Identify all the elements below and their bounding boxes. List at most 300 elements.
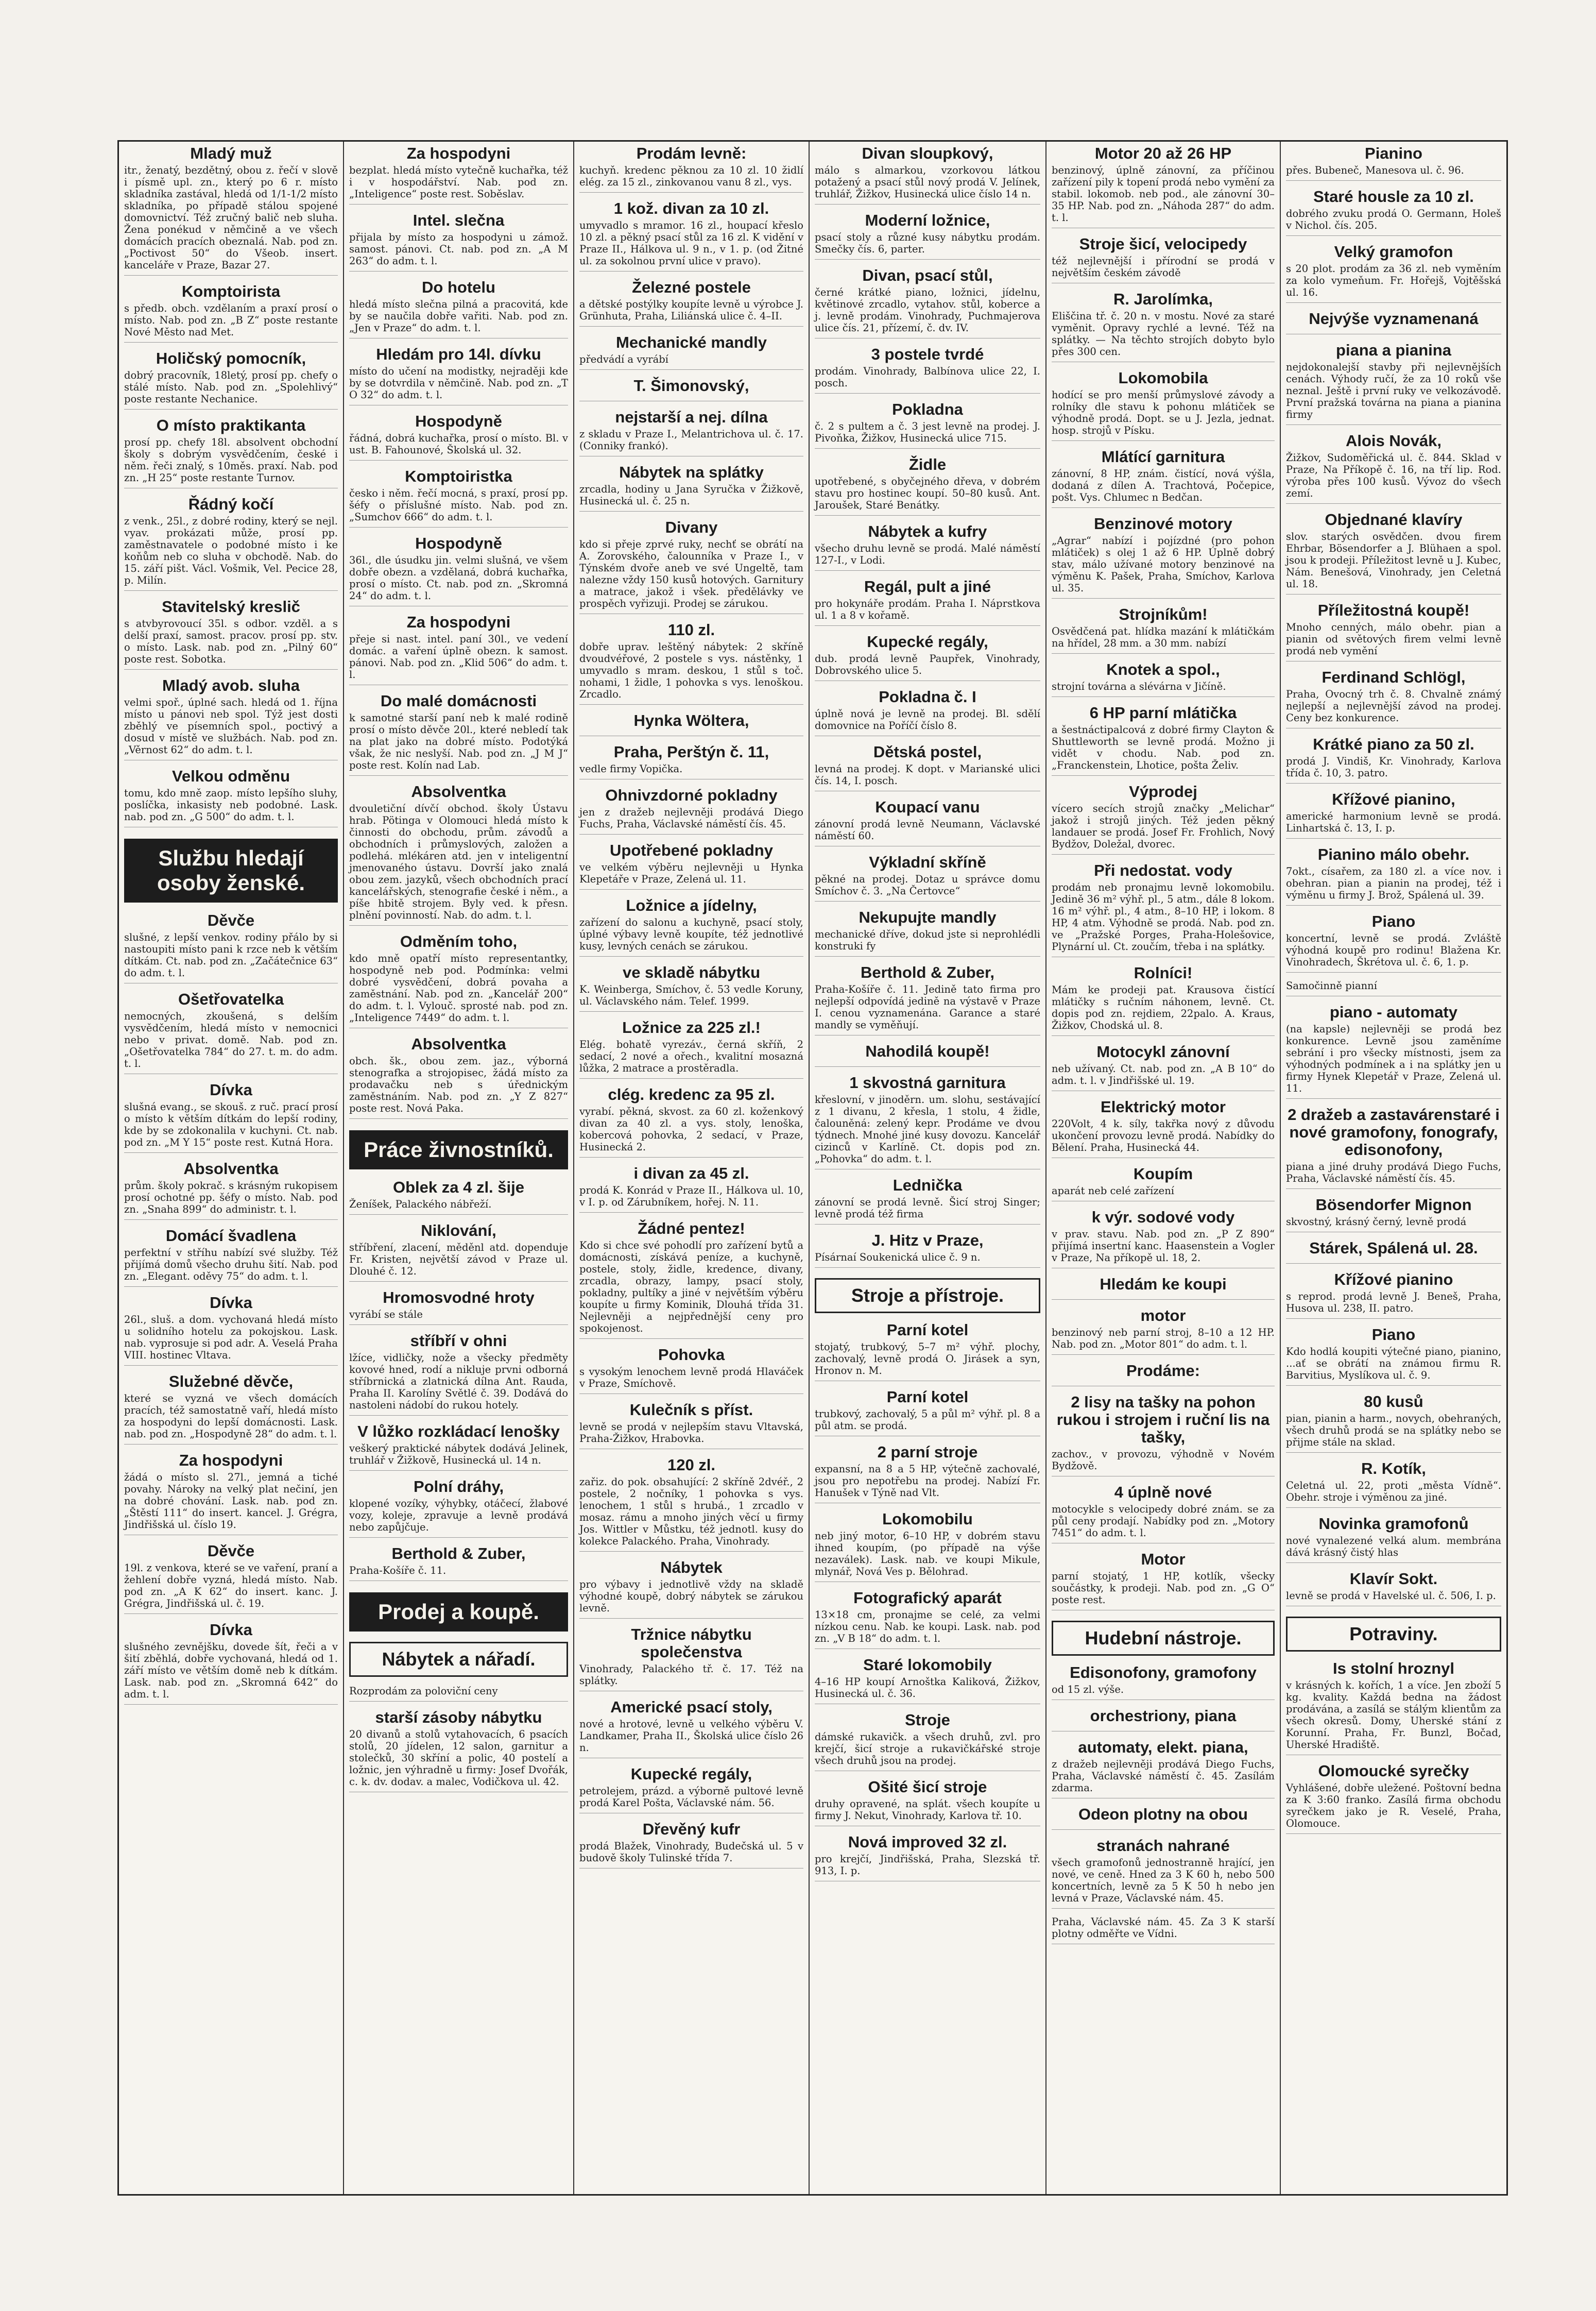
classified-ad	[1286, 1239, 1501, 1264]
ad-heading: Motocykl zánovní	[1096, 1043, 1230, 1061]
ad-heading: Praha, Perštýn č. 11,	[613, 743, 769, 761]
ad-heading: Motor	[1141, 1550, 1186, 1568]
ad-heading: stříbří v ohni	[410, 1332, 507, 1350]
ad-text: Eliščina tř. č. 20 n. v mostu. Nové za staré vyměnit. Opravy rychlé a levné. Též na splátky. — Na těchto strojích dobyto bylo přes 300 cen.	[1052, 310, 1275, 358]
ad-text: klopené vozíky, výhybky, otáčecí, žlabové vozy, koleje, zpravuje a levně prodává nebo zapůjčuje.	[349, 1498, 568, 1533]
ad-text: přijala by místo za hospodyni u zámož. samost. pánovi. Ct. nab. pod zn. „A M 263“ do adm. t. l.	[349, 231, 568, 267]
ad-text: slušné, z lepší venkov. rodiny přálo by si nastoupiti místo pani k rzce neb k větším dítkám. Ct. nab. pod zn. „Začátečnice 63“ do adm. t. l.	[124, 931, 338, 979]
ad-heading: Ložnice za 225 zl.!	[622, 1018, 761, 1036]
ad-heading: Koupací vanu	[875, 798, 980, 816]
ad-text: Kdo hodlá koupiti výtečné piano, pianino, ...ať se obrátí na známou firmu R. Barvitius, Myslíkova ul. č. 9.	[1286, 1346, 1501, 1381]
ad-text: velmi spoř., úplné sach. hledá od 1. října místo u pánovi neb spol. Týž jest dosti zběhlý ve písemních spol., poctivý a dosud v místě ve službách. Nab. pod zn. „Věrnost 62“ do adm. t. l.	[124, 696, 338, 756]
ad-text: petrolejem, prázd. a výborně pultové levně prodá Karel Pošta, Václavské nám. 56.	[579, 1785, 803, 1809]
ad-text: též nejlevnější i přírodní se prodá v největším českém závodě	[1052, 255, 1275, 279]
ad-heading: Pokladna	[892, 400, 963, 418]
classified-ad	[815, 1177, 1040, 1225]
classified-ad	[124, 1160, 338, 1220]
ad-text: dobrý pracovník, 18letý, prosí pp. chefy o stálé místo. Nab. pod zn. „Spolehlivý“ poste restante Nechanice.	[124, 369, 338, 405]
ad-heading: Polní dráhy,	[413, 1477, 504, 1496]
ad-heading: Hledám ke koupi	[1100, 1275, 1227, 1293]
ad-text: vedle firmy Vopička.	[579, 763, 683, 775]
classified-ad	[124, 283, 338, 343]
classified-ad	[1286, 980, 1501, 996]
ad-text: psací stoly a různé kusy nábytku prodám. Smečky čís. 6, parter.	[815, 231, 1040, 255]
ad-heading: Komptoiristka	[405, 467, 512, 485]
ad-text: bezplat. hledá místo vytečně kuchařka, též i v hospodářství. Nab. pod zn. „Inteligence“ poste rest. Soběslav.	[349, 164, 568, 200]
section-banner: Práce živnostníků.	[349, 1130, 568, 1169]
ad-text: a šestnáctipalcová z dobré firmy Clayton & Shuttleworth se levně prodá. Možno ji vidět v chodu. Nab. pod zn. „Franckenstein, Lhotice, pošta Želiv.	[1052, 724, 1275, 771]
ad-heading: Ohnivzdorné pokladny	[605, 786, 778, 804]
classified-ad	[579, 621, 803, 705]
ad-text: stříbření, zlacení, měděnl atd. dopenduje Fr. Kristen, největší závod v Praze ul. Dlouhé č. 12.	[349, 1242, 568, 1277]
classified-ad	[815, 1510, 1040, 1582]
ad-text: „Agrar“ nabízí i pojízdné (pro pohon mlátiček) s olej 1 až 6 HP. Úplně dobrý stav, málo užívané motory benzinové na výměnu K. Pašek, Praha, Smíchov, Karlova ul. 35.	[1052, 535, 1275, 594]
ad-heading: Absolventka	[411, 783, 506, 801]
ad-text: Samočinně pianní	[1286, 980, 1377, 992]
ad-text: nové a hrotové, levně u velkého výběru V. Landkamer, Praha II., Školská ulice číslo 26 n.	[579, 1718, 803, 1754]
classified-ad	[1286, 1106, 1501, 1189]
ad-heading: Při nedostat. vody	[1094, 861, 1232, 879]
ad-heading: Olomoucké syrečky	[1318, 1762, 1469, 1780]
classified-ad	[815, 854, 1040, 902]
classified-ad	[579, 743, 803, 779]
ad-heading: Nábytek	[660, 1558, 723, 1576]
classified-ad	[349, 1709, 568, 1792]
ad-text: Ženíšek, Palackého nábřeží.	[349, 1198, 492, 1210]
ad-heading: Hledám pro 14l. dívku	[376, 345, 541, 363]
classified-ad	[579, 1456, 803, 1552]
ad-text: přes. Bubeneč, Manesova ul. č. 96.	[1286, 164, 1464, 176]
ad-text: prodá K. Konrád v Praze II., Hálkova ul. 10, v I. p. od Zárubníkem, hořej. N. 11.	[579, 1184, 803, 1208]
ad-heading: Ošetřovatelka	[178, 990, 284, 1008]
ad-heading: Absolventka	[411, 1035, 506, 1053]
ad-text: vyrábí se stále	[349, 1309, 423, 1320]
classified-ad	[1052, 291, 1275, 362]
ad-text: Vyhlášené, dobře uležené. Poštovní bedna za K 3:60 franko. Zasílá firma obchodu syrečkem jako je R. Veselé, Praha, Olomouce.	[1286, 1782, 1501, 1829]
classified-ad	[1052, 1307, 1275, 1355]
ad-heading: Piano	[1371, 912, 1416, 930]
ad-text: dobře uprav. leštěný nábytek: 2 skříně dvoudvéřové, 2 postele s vys. nástěnky, 1 umyvadlo s mram. deskou, 1 stůl s toč. nohami, 1 židle, 1 pohovka s vys. lenoškou. Zrcadlo.	[579, 641, 803, 700]
classified-ad	[349, 1332, 568, 1416]
ad-heading: Do malé domácnosti	[380, 692, 537, 710]
classified-ad	[579, 1019, 803, 1079]
ad-text: pro výbavy i jednotlivě vždy na skladě výhodné koupě, dobrý nábytek se zárukou levně.	[579, 1578, 803, 1614]
ad-heading: Objednané klavíry	[1325, 511, 1463, 529]
ad-heading: Berthold & Zuber,	[391, 1544, 526, 1562]
column-6	[1281, 142, 1506, 2194]
classified-ad	[579, 1698, 803, 1758]
classified-ad	[1286, 736, 1501, 784]
classified-ad	[1052, 1362, 1275, 1386]
ad-heading: Stroje	[905, 1711, 950, 1729]
ad-heading: Kupecké regály,	[867, 633, 988, 651]
ad-text: z dražeb nejlevněji prodává Diego Fuchs, Praha, Václavské náměstí č. 45. Zasílám zdarma.	[1052, 1758, 1275, 1794]
ad-heading: 2 lisy na tašky na pohon rukou i strojem i ruční lis na tašky,	[1056, 1393, 1270, 1446]
ad-text: neb užívaný. Ct. nab. pod zn. „A B 10“ do adm. t. l. v Jindřišské ul. 19.	[1052, 1063, 1275, 1086]
classified-ad	[124, 768, 338, 827]
ad-heading: Lokomobila	[1118, 369, 1208, 387]
ad-heading: Odměním toho,	[400, 932, 518, 950]
classified-ad	[579, 964, 803, 1012]
ad-text: koncertní, levně se prodá. Zvláště výhodná koupě pro rodinu! Blažena Kr. Vinohradech, Škrétova ul. č. 6, 1. p.	[1286, 932, 1501, 968]
classified-ad	[579, 377, 803, 401]
ad-text: Osvědčená pat. hlídka mazání k mlátičkám na hřídel, 28 mm. a 30 mm. nabízí	[1052, 625, 1275, 649]
ad-text: místo do učení na modistky, nejraději kde by se dotvrdila v němčině. Nab. pod zn. „T O 32“ do adm. t. l.	[349, 365, 568, 401]
ad-text: piana a jiné druhy prodává Diego Fuchs, Praha, Václavské náměstí čís. 45.	[1286, 1161, 1501, 1184]
ad-text: kdo mně opatří místo representantky, hospodyně neb pod. Podmínka: velmi dobré vysvědčení, dobrá povaha a zaměstnání. Nab. pod zn. „Kancelář 200“ do adm. t. l. Vylouč. sprosté nab. pod zn. „Inteligence 7449“ do adm. t. l.	[349, 953, 568, 1024]
classified-ad	[1052, 1551, 1275, 1610]
ad-heading: Židle	[908, 455, 947, 473]
ad-heading: Velký gramofon	[1334, 243, 1453, 261]
classified-ad	[1286, 1326, 1501, 1386]
ad-text: křeslovní, v jinoděrn. um. slohu, sestávající z 1 divanu, 2 křesla, 1 stolu, 4 židle, čalouněná: zelený kepr. Prodáme ve dvou týdnech. Mnohé jiné kusy dovozu. Kancelář cizinců v Karlíně. Ct. dopis pod zn. „Pohovka“ do adm. t. l.	[815, 1094, 1040, 1165]
ad-text: levně se prodá v Havelské ul. č. 506, I. p.	[1286, 1590, 1496, 1602]
classified-ad	[1286, 243, 1501, 303]
ad-text: s vysokým lenochem levně prodá Hlaváček v Praze, Smíchově.	[579, 1366, 803, 1389]
ad-heading: Novinka gramofonů	[1318, 1515, 1469, 1533]
ad-text: prodám. Vinohrady, Balbínova ulice 22, I. posch.	[815, 365, 1040, 389]
ad-heading: Pianino málo obehr.	[1317, 845, 1470, 863]
classified-ad	[124, 417, 338, 488]
ad-text: nemocných, zkoušená, s delším vysvědčením, hledá místo v nemocnici nebo v privat. domě. Nab. pod zn. „Ošetřovatelka 784“ do 27. t. m. do adm. t. l.	[124, 1010, 338, 1069]
ad-heading: R. Jarolímka,	[1113, 290, 1213, 308]
classified-ad	[124, 1452, 338, 1535]
ad-heading: i divan za 45 zl.	[633, 1164, 749, 1182]
ad-text: pro hokynáře prodám. Praha I. Náprstkova ul. 1 a 8 v kořamě.	[815, 598, 1040, 621]
ad-heading: V lůžko rozkládací lenošky	[357, 1422, 560, 1440]
ad-text: Žižkov, Sudoměřická ul. č. 844. Sklad v Praze, Na Příkopě č. 16, na tří lip. Rod. výroba přes 100 kusů. Vývoz do všech zemí.	[1286, 452, 1501, 499]
ad-heading: Velkou odměnu	[171, 767, 290, 785]
classified-ad	[349, 535, 568, 606]
ad-heading: Dřevěný kufr	[642, 1820, 741, 1838]
ad-text: č. 2 s pultem a č. 3 jest levně na prodej. J. Pivoňka, Žižkov, Husinecká ulice 715.	[815, 420, 1040, 444]
ad-heading: 4 úplně nové	[1114, 1483, 1212, 1501]
ad-text: vyrabí. pěkná, skvost. za 60 zl. koženkový divan za 40 zl. a vys. stoly, lenoška, kobercová pohovka, 2 sedací, v Praze, Husinecká 2.	[579, 1106, 803, 1153]
ad-heading: piana a pianina	[1336, 341, 1451, 359]
classified-ad	[1052, 704, 1275, 776]
classified-ad	[815, 1321, 1040, 1381]
column-4	[810, 142, 1046, 2194]
ad-heading: Za hospodyni	[179, 1451, 283, 1469]
classified-ad	[124, 1227, 338, 1287]
ad-text: Mnoho cenných, málo obehr. pian a pianin od světových firem velmi levně prodá neb vymění	[1286, 621, 1501, 657]
ad-heading: Stárek, Spálená ul. 28.	[1309, 1239, 1478, 1257]
ad-text: veškerý praktické nábytek dodává Jelinek, truhlář v Žižkově, Husinecká ul. 14 n.	[349, 1442, 568, 1466]
ad-text: upotřebené, s obyčejného dřeva, v dobrém stavu pro hostinec koupí. 50–80 kusů. Ant. Jaroušek, Staré Benátky.	[815, 475, 1040, 511]
ad-heading: Nábytek na splátky	[619, 463, 764, 481]
ad-heading: Hromosvodné hroty	[383, 1288, 535, 1306]
ad-heading: Mladý muž	[190, 144, 272, 162]
ad-text: Mám ke prodeji pat. Krausova čistící mlátičky s ručním náhonem, levně. Ct. dopis pod zn. rejdiem, 22palo. A. Kraus, Žižkov, Chodská ul. 8.	[1052, 984, 1275, 1031]
classified-ad	[815, 1589, 1040, 1649]
ad-text: nejdokonalejší stavby při nejlevnějších cenách. Výhody ručí, že za 10 roků vše neznal. Ještě i první ruky ve velkozávodě. První pražská továrna na piana a pianina firmy	[1286, 361, 1501, 420]
ad-text: Písárnaí Soukenická ulice č. 9 n.	[815, 1251, 981, 1263]
ad-text: zachov., v provozu, výhodně v Novém Bydžově.	[1052, 1448, 1275, 1472]
ad-text: Vinohrady, Palackého tř. č. 17. Též na splátky.	[579, 1663, 803, 1687]
classified-ad	[1052, 1664, 1275, 1700]
ad-text: z venk., 25l., z dobré rodiny, který se nejl. vyav. prokázati může, prosí pp. zaměstnavatele o podobné místo i ke koňům neb co sluha v obchodě. Nab. do 15. září pišt. Václ. Vošmik, Vel. Pecice 28, p. Milín.	[124, 515, 338, 586]
classified-ad	[1052, 1209, 1275, 1268]
classified-ad	[815, 633, 1040, 681]
ad-text: 13×18 cm, pronajme se celé, za velmi nízkou cenu. Nab. ke koupi. Lask. nab. pod zn. „V B 18“ do adm. t. l.	[815, 1609, 1040, 1644]
ad-text: k samotné starší paní neb k malé rodině prosí o místo děvče 20l., které nebledí tak na plat jako na dobré místo. Podotýká však, že nic neslyší. Nab. pod zn. „J M J“ poste rest. Kolín nad Lab.	[349, 712, 568, 771]
column-2	[344, 142, 574, 2194]
classified-ad	[1052, 235, 1275, 283]
classified-ad	[1052, 1739, 1275, 1798]
ad-text: zrcadla, hodiny u Jana Syručka v Žižkově, Husinecká ul. č. 25 n.	[579, 483, 803, 507]
section-heading: Stroje a přístroje.	[815, 1278, 1040, 1313]
ad-heading: Regál, pult a jiné	[864, 577, 991, 596]
ad-heading: 1 skvostná garnitura	[849, 1074, 1006, 1092]
classified-ad	[349, 212, 568, 271]
classified-ad	[815, 346, 1040, 394]
classified-ad	[1052, 964, 1275, 1036]
ad-text: černé krátké piano, ložnici, jídelnu, květinové zrcadlo, vytahov. stůl, koberce a j. levně prodám. Vinohrady, Puchmajerova ulice čís. 21, přízemí, č. dv. IV.	[815, 286, 1040, 334]
classified-ad	[124, 991, 338, 1074]
ad-heading: Lednička	[893, 1176, 963, 1194]
ad-heading: Domácí švadlena	[165, 1227, 297, 1245]
ad-text: dobrého zvuku prodá O. Germann, Holeš v Nichol. čís. 205.	[1286, 208, 1501, 231]
classified-ad	[1286, 310, 1501, 334]
classified-ad	[579, 1165, 803, 1213]
ad-heading: Intel. slečna	[413, 211, 505, 229]
ad-heading: J. Hitz v Praze,	[871, 1231, 984, 1249]
section-heading: Nábytek a nářadí.	[349, 1642, 568, 1677]
ad-heading: Pianino	[1365, 144, 1422, 162]
section-banner: Službu hledají osoby ženské.	[124, 839, 338, 903]
section-heading: Hudební nástroje.	[1052, 1621, 1275, 1656]
classified-ad	[815, 1043, 1040, 1067]
ad-heading: 6 HP parní mlátička	[1089, 704, 1237, 722]
classified-ad	[349, 933, 568, 1028]
classified-ad	[1286, 511, 1501, 594]
classified-ad	[815, 145, 1040, 205]
ad-text: zánovní, 8 HP, znám. čistící, nová výšla, dodaná z dílen A. Trachtová, Počepice, pošt. Vys. Chlumec n Bedčan.	[1052, 468, 1275, 503]
classified-ad	[124, 598, 338, 670]
classified-ad	[124, 912, 338, 983]
classified-ad	[349, 468, 568, 528]
ad-text: vícero secích strojů značky „Melichar“ jakož i strojů jiných. Též jeden pěkný landauer se prodá. Josef Fr. Frohlich, Nový Bydžov, Doležal, dvorec.	[1052, 803, 1275, 850]
ad-heading: Stroje šicí, velocipedy	[1079, 235, 1247, 253]
ad-text: kuchyň. kredenc pěknou za 10 zl. 10 židlí elég. za 15 zl., zinkovanou vanu 8 zl., vys.	[579, 164, 803, 188]
classified-ad	[579, 464, 803, 512]
ad-heading: Ošité šicí stroje	[868, 1778, 987, 1796]
ad-heading: Služebné děvče,	[168, 1372, 294, 1390]
ad-heading: Strojníkům!	[1119, 605, 1208, 623]
ad-heading: Motor 20 až 26 HP	[1094, 144, 1232, 162]
classified-ad	[1286, 1393, 1501, 1453]
classified-ad	[579, 787, 803, 835]
classified-ad	[1286, 1515, 1501, 1563]
ad-text: 4–16 HP koupí Arnoštka Kaliková, Žižkov, Husinecká ul. č. 36.	[815, 1676, 1040, 1700]
ad-text: trubkový, zachovalý, 5 a půl m² výhř. pl. 8 a půl atm. se prodá.	[815, 1408, 1040, 1432]
classified-ad	[815, 1778, 1040, 1826]
classified-ad	[1286, 1271, 1501, 1319]
classified-ad	[815, 212, 1040, 260]
ad-heading: Komptoiristа	[181, 282, 281, 300]
section-heading: Potraviny.	[1286, 1617, 1501, 1652]
ad-heading: Ložnice a jídelny,	[626, 896, 757, 914]
classified-ad	[1286, 188, 1501, 236]
ad-text: v krásných k. kořích, 1 a více. Jen zboží 5 kg. kvality. Každá bedna na žádost prodávána, a zasílá se stálým klientům za všech okresů. Domy, Uherské stání z Korunní. Praha, Fr. Bunzl, Bočad, Uherské Hradiště.	[1286, 1679, 1501, 1751]
ad-heading: Do hotelu	[422, 278, 495, 296]
ad-heading: 80 kusů	[1364, 1392, 1423, 1411]
ad-text: s atvbyrovoucí 35l. s odbor. vzděl. a s delší praxí, samost. pracov. prosí pp. stv. o místo. Lask. nab. pod zn. „Pilný 60“ poste rest. Sobotka.	[124, 618, 338, 665]
classified-ad	[1286, 1460, 1501, 1508]
classified-ad	[579, 1346, 803, 1394]
classified-ad	[579, 279, 803, 327]
ad-heading: starší zásoby nábytku	[375, 1708, 542, 1726]
ad-heading: Křížové pianino,	[1332, 790, 1455, 808]
ad-heading: Tržnice nábytku společenstva	[631, 1625, 752, 1661]
ad-heading: O místo praktikanta	[156, 416, 306, 434]
ad-heading: Mechanické mandly	[616, 333, 767, 351]
ad-text: 36l., dle úsudku jin. velmi slušná, ve všem dobře obezn. a vzdělaná, dobrá kuchařka, prosí o místo. Ct. nab. pod zn. „Skromná 24“ do adm. t. l.	[349, 554, 568, 602]
ad-text: jen z dražeb nejlevněji prodává Diego Fuchs, Praha, Václavské náměstí čís. 45.	[579, 806, 803, 830]
ad-heading: Benzinové motory	[1094, 515, 1232, 533]
ad-text: ve velkém výběru nejlevněji u Hynka Klepetáře v Praze, Zelená ul. 11.	[579, 861, 803, 885]
ad-heading: Klavír Sokt.	[1349, 1570, 1438, 1588]
ad-text: aparát neb celé zařízení	[1052, 1185, 1174, 1197]
ad-text: mechanické dříve, dokud jste si neprohlédli konstruki fy	[815, 928, 1040, 952]
classified-ad	[1286, 1004, 1501, 1099]
ad-heading: clég. kredenc za 95 zl.	[608, 1085, 775, 1103]
classified-ad	[1052, 862, 1275, 957]
ad-heading: Lokomobilu	[882, 1510, 973, 1528]
classified-ad	[1286, 1660, 1501, 1755]
ad-heading: Absolventka	[183, 1160, 279, 1178]
classified-ad	[579, 145, 803, 193]
classified-ad	[815, 688, 1040, 736]
classified-ad	[1052, 1707, 1275, 1731]
column-5	[1046, 142, 1281, 2194]
ad-heading: Berthold & Zuber,	[860, 963, 995, 981]
ad-heading: Staré housle za 10 zl.	[1313, 188, 1474, 206]
ad-heading: Elektrický motor	[1101, 1098, 1226, 1116]
classified-ad	[815, 1074, 1040, 1169]
classified-ad	[349, 1179, 568, 1215]
ad-text: prodá Blažek, Vinohrady, Budečská ul. 5 v budově školy Tulinské třída 7.	[579, 1840, 803, 1864]
ad-heading: Nábytek a kufry	[868, 522, 987, 540]
ad-heading: Žádné pentez!	[638, 1219, 745, 1237]
ad-heading: 2 dražeb a zastavárenstaré i nové gramofony, fonografy, edisonofony,	[1288, 1106, 1500, 1159]
ad-heading: Divany	[665, 518, 718, 536]
ad-heading: Dětská postel,	[873, 743, 982, 761]
ad-heading: Hospodyně	[415, 534, 502, 552]
classified-ad	[1286, 1570, 1501, 1606]
ad-text: 20 divanů a stolů vytahovacích, 6 psacích stolů, 20 jídelen, 12 salon, garnitur a stolečků, 30 skříní a polic, 40 postelí a ložnic, jen výhradně u firmy: Josef Dvořák, c. k. dv. dodav. a malec, Vodičkova ul. 42.	[349, 1728, 568, 1788]
ad-heading: Pohovka	[658, 1346, 725, 1364]
ad-text: slušná evang., se skouš. z ruč. prací prosí o místo k větším dítkám do lepší rodiny, kde by se zdokonalila v kuchyni. Ct. nab. pod zn. „M Y 15“ poste rest. Kutná Hora.	[124, 1101, 338, 1148]
ad-text: benzinový, úplně zánovní, za příčinou zařízení pily k topení prodá nebo vymění za stabil. lokomob. neb pod., ale zánovní 30–35 HP. Nab. pod zn. „Náhoda 287“ do adm. t. l.	[1052, 164, 1275, 224]
ad-text: žádá o místo sl. 27l., jemná a tiché povahy. Nároky na velký plat nečiní, jen na dobré chování. Lask. nab. pod zn. „Štěstí 111“ do insert. kancel. J. Grégra, Jindřišská ul. číslo 19.	[124, 1471, 338, 1531]
ad-heading: Krátké piano za 50 zl.	[1313, 735, 1474, 753]
ad-heading: Divan sloupkový,	[862, 144, 993, 162]
ad-text: prodá J. Vindiš, Kr. Vinohrady, Karlova třída č. 10, 3. patro.	[1286, 755, 1501, 779]
classified-ad	[579, 1821, 803, 1868]
ad-text: levná na prodej. K dopt. v Marianské ulici čís. 14, I. posch.	[815, 763, 1040, 787]
classified-ad	[1286, 846, 1501, 906]
ad-text: a dětské postýlky koupíte levně u výrobce J. Grünhuta, Praha, Liliánská ulice č. 4–II.	[579, 298, 803, 322]
ad-heading: Piano	[1371, 1326, 1416, 1344]
ad-text: od 15 zl. výše.	[1052, 1684, 1124, 1695]
ad-heading: stranách nahrané	[1096, 1837, 1230, 1855]
ad-heading: R. Kotík,	[1361, 1459, 1426, 1477]
classified-ad	[1052, 1837, 1275, 1909]
classified-ad	[815, 964, 1040, 1035]
ad-heading: nejstarší a nej. dílna	[615, 408, 768, 426]
ad-heading: Stavitelský kreslič	[162, 598, 300, 616]
ad-text: strojní továrna a slévárna v Jičíně.	[1052, 681, 1226, 692]
ad-text: zánovní se prodá levně. Šicí stroj Singer; levně prodá též firma	[815, 1196, 1040, 1220]
ad-text: Praha, Václavské nám. 45. Za 3 K starší plotny odměřte ve Vídni.	[1052, 1916, 1275, 1940]
ad-text: z skladu v Praze I., Melantrichova ul. č. 17. (Conniky frankó).	[579, 428, 803, 452]
classified-ad	[579, 842, 803, 890]
classified-ad	[1052, 1043, 1275, 1091]
ad-heading: Hospodyně	[415, 412, 502, 430]
ad-heading: Americké psací stoly,	[610, 1698, 773, 1716]
ad-text: předvádí a vyrábí	[579, 353, 668, 365]
ad-heading: 2 parní stroje	[877, 1443, 978, 1461]
ad-text: Praha, Ovocný trh č. 8. Chvalně známý nejlepší a nejlevnější závod na prodej. Ceny bez konkurence.	[1286, 688, 1501, 724]
ad-heading: Dívka	[210, 1621, 252, 1639]
classified-ad	[349, 783, 568, 926]
classified-ad	[579, 1626, 803, 1691]
ad-heading: Prodáme:	[1126, 1362, 1200, 1380]
ad-text: prosí pp. chefy 18l. absolvent obchodní školy s dobrým vysvědčením, české i něm. řeči znalý, s 10měs. praxí. Nab. pod zn. „H 25“ poste restante Turnov.	[124, 436, 338, 484]
ad-text: slov. starých osvědčen. dvou firem Ehrbar, Bösendorfer a J. Blühaen a spol. jsou k prodeji. Příležitost levně u J. Kubec, Nám. Benešová, Vinohrady, jen Celetná ul. 18.	[1286, 531, 1501, 590]
ad-text: motocykle s velocipedy dobré znám. se za půl ceny prodají. Nabídky pod zn. „Motory 7451“ do adm. t. l.	[1052, 1503, 1275, 1539]
classified-ad	[124, 1373, 338, 1445]
ad-heading: Hynka Wöltera,	[633, 711, 749, 729]
classified-ad	[579, 519, 803, 614]
ad-heading: motor	[1140, 1306, 1186, 1324]
ad-text: česko i něm. řečí mocná, s praxí, prosí pp. šéfy o příslušné místo. Nab. pod zn. „Sumchov 666“ do adm. t. l.	[349, 487, 568, 523]
ad-heading: Edisonofony, gramofony	[1070, 1663, 1257, 1681]
classified-ad	[815, 456, 1040, 516]
ad-heading: Alois Novák,	[1345, 432, 1442, 450]
classified-ad	[1286, 145, 1501, 181]
ad-text: s reprod. prodá levně J. Beneš, Praha, Husova ul. 238, II. patro.	[1286, 1290, 1501, 1314]
classified-ad	[815, 1443, 1040, 1503]
ad-text: benzinový neb parní stroj, 8–10 a 12 HP. Nab. pod zn. „Motor 801“ do adm. t. l.	[1052, 1327, 1275, 1350]
classified-ad	[1286, 432, 1501, 504]
ad-text: hledá místo slečna pilná a pracovitá, kde by se naučila dobře vařiti. Nab. pod zn. „Jen v Praze“ do adm. t. l.	[349, 298, 568, 334]
classified-ad	[815, 401, 1040, 449]
classified-ad	[579, 200, 803, 271]
ad-heading: Parní kotel	[886, 1388, 969, 1406]
ad-heading: Rolníci!	[1134, 964, 1193, 982]
ad-text: pro krejčí, Jindřišská, Praha, Slezská tř. 913, I. p.	[815, 1853, 1040, 1877]
classified-ad	[1052, 1165, 1275, 1201]
column-3	[574, 142, 810, 2194]
classified-ad	[579, 1401, 803, 1449]
classified-ad	[1052, 1276, 1275, 1300]
ad-text: skvostný, krásný černý, levně prodá	[1286, 1216, 1467, 1228]
classified-ad	[1052, 661, 1275, 697]
ad-text: zařiz. do pok. obsahující: 2 skříně 2dvéř., 2 postele, 2 nočníky, 1 pohovka s vys. lenochem, 1 stůl s hrubá., 1 zrcadlo v mosaz. rámu a mnoho jiných věcí u firmy Jos. Wittler v Můstku, též jednotl. kusy do kolekce Palackého. Praha, Vinohrady.	[579, 1476, 803, 1547]
ad-heading: automaty, elekt. piana,	[1078, 1738, 1248, 1756]
classified-ad	[1286, 791, 1501, 839]
ad-text: stojatý, trubkový, 5–7 m² výhř. plochy, zachovalý, levně prodá O. Jirásek a syn, Hronov n. M.	[815, 1341, 1040, 1377]
ad-heading: Nejvýše vyznamenaná	[1309, 310, 1479, 328]
classified-ad	[815, 909, 1040, 957]
ad-heading: Niklování,	[421, 1221, 496, 1239]
classified-ad	[349, 1289, 568, 1325]
classified-ad	[579, 712, 803, 736]
ad-text: Praha-Košíře č. 11.	[349, 1565, 447, 1576]
ad-text: tomu, kdo mně zaop. místo lepšího sluhy, poslíčka, inkasisty neb podobné. Lask. nab. pod zn. „G 500“ do adm. t. l.	[124, 787, 338, 823]
